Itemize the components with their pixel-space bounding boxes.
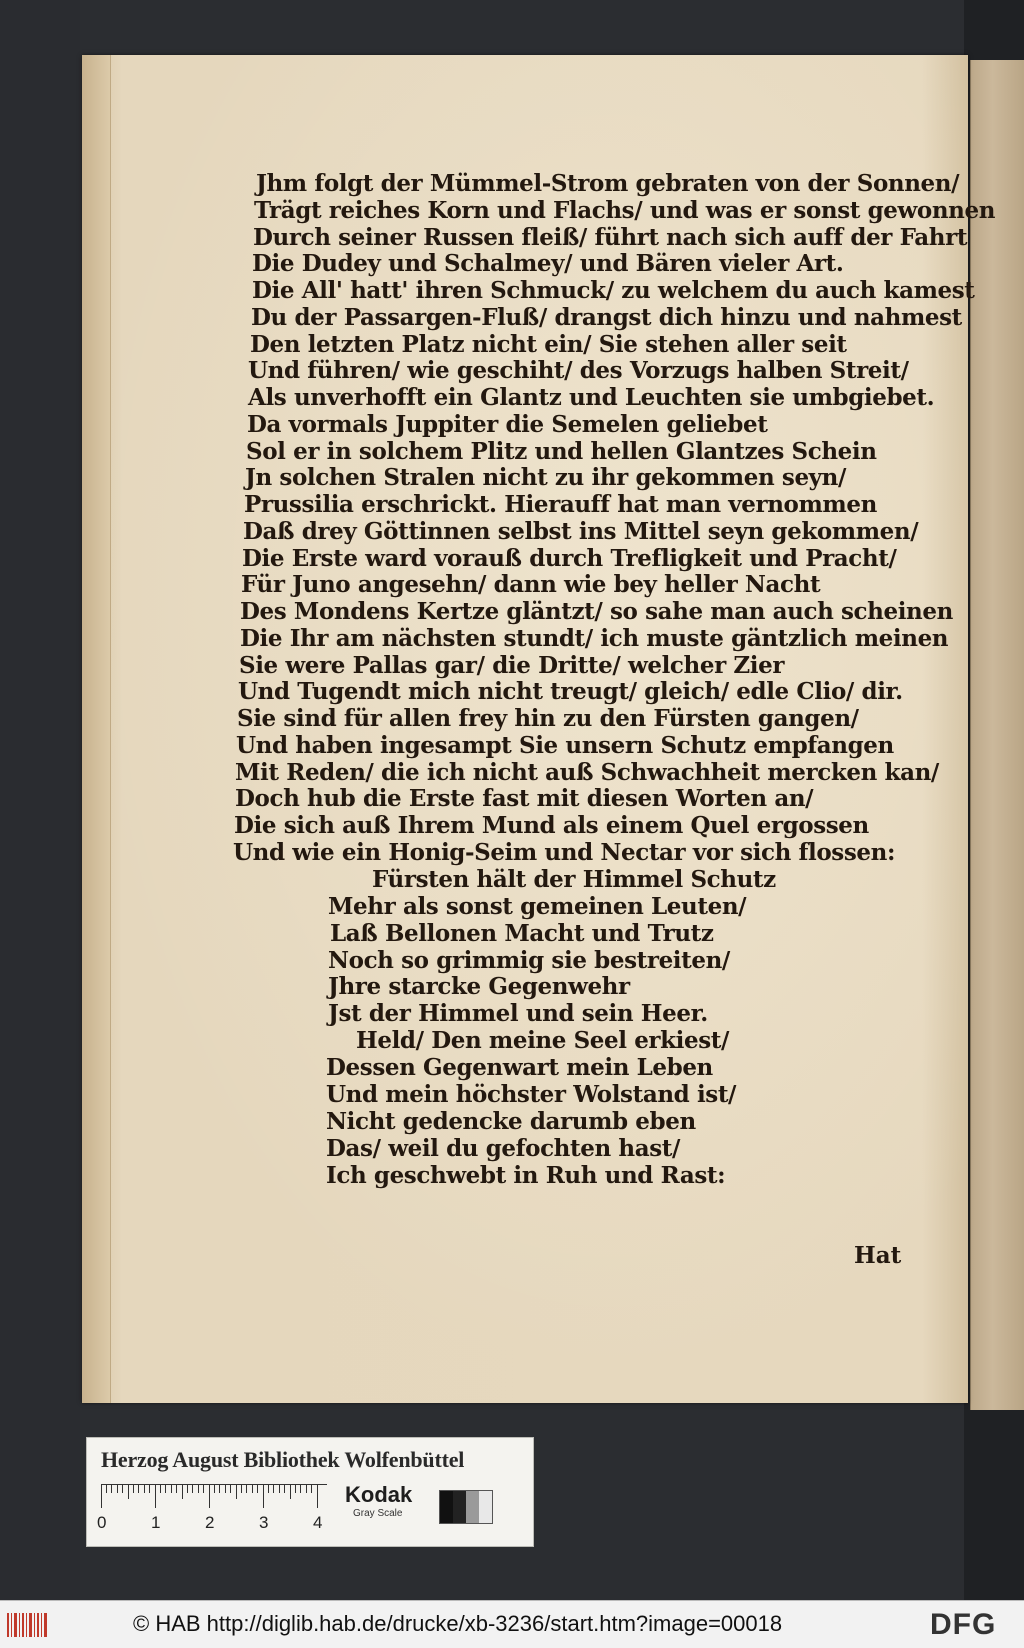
background-left xyxy=(0,0,80,1600)
poem-line: Fürsten hält der Himmel Schutz xyxy=(372,866,776,893)
ruler-number: 2 xyxy=(205,1513,215,1532)
poem-line: Laß Bellonen Macht und Trutz xyxy=(330,920,714,947)
text-line: Die All' hatt' ihren Schmuck/ zu welchem du auch kamest xyxy=(252,277,975,304)
barcode-icon xyxy=(6,1611,48,1639)
text-line: Sie were Pallas gar/ die Dritte/ welcher Zier xyxy=(239,652,785,679)
text-line: Den letzten Platz nicht ein/ Sie stehen aller seit xyxy=(250,331,847,358)
text-line: Für Juno angesehn/ dann wie bey heller Nacht xyxy=(241,571,821,598)
poem-line: Das/ weil du gefochten hast/ xyxy=(326,1135,680,1162)
poem-line: Noch so grimmig sie bestreiten/ xyxy=(328,947,730,974)
text-line: Und Tugendt mich nicht treugt/ gleich/ edle Clio/ dir. xyxy=(238,678,903,705)
poem-line: Nicht gedencke darumb eben xyxy=(326,1108,696,1135)
gray-scale-label: Gray Scale xyxy=(353,1508,403,1519)
text-line: Durch seiner Russen fleiß/ führt nach sich auff der Fahrt xyxy=(253,224,968,251)
poem-line: Jhre starcke Gegenwehr xyxy=(328,973,630,1000)
text-line: Die Dudey und Schalmey/ und Bären vieler Art. xyxy=(252,250,844,277)
text-line: Jn solchen Stralen nicht zu ihr gekommen seyn/ xyxy=(245,464,846,491)
text-line: Und wie ein Honig-Seim und Nectar vor sich flossen: xyxy=(233,839,896,866)
next-page-edge xyxy=(970,60,1024,1410)
catchword: Hat xyxy=(854,1242,902,1269)
ruler-number: 1 xyxy=(151,1513,161,1532)
text-line: Die Ihr am nächsten stundt/ ich muste gäntzlich meinen xyxy=(240,625,949,652)
text-line: Mit Reden/ die ich nicht auß Schwachheit mercken kan/ xyxy=(235,759,939,786)
poem-line: Jst der Himmel und sein Heer. xyxy=(328,1000,708,1027)
text-line: Du der Passargen-Fluß/ drangst dich hinzu und nahmest xyxy=(251,304,962,331)
text-line: Und haben ingesampt Sie unsern Schutz empfangen xyxy=(236,732,894,759)
library-name: Herzog August Bibliothek Wolfenbüttel xyxy=(101,1447,465,1472)
ruler-number: 3 xyxy=(259,1513,269,1532)
book-page xyxy=(82,55,996,1403)
ruler-number: 0 xyxy=(97,1513,107,1532)
ruler xyxy=(101,1484,333,1518)
color-calibration-card xyxy=(86,1437,534,1547)
text-line: Des Mondens Kertze gläntzt/ so sahe man auch scheinen xyxy=(240,598,953,625)
copyright-link[interactable]: © HAB http://diglib.hab.de/drucke/xb-3236/start.htm?image=00018 xyxy=(133,1611,783,1636)
text-line: Die Erste ward vorauß durch Trefligkeit und Pracht/ xyxy=(242,545,897,572)
text-line: Prussilia erschrickt. Hierauff hat man vernommen xyxy=(244,491,877,518)
gray-swatches xyxy=(439,1490,493,1524)
text-line: Sol er in solchem Plitz und hellen Glantzes Schein xyxy=(246,438,877,465)
text-line: Daß drey Göttinnen selbst ins Mittel seyn gekommen/ xyxy=(243,518,919,545)
poem-line: Ich geschwebt in Ruh und Rast: xyxy=(326,1162,726,1189)
poem-line: Dessen Gegenwart mein Leben xyxy=(326,1054,713,1081)
footer-bar xyxy=(0,1600,1024,1648)
text-line: Doch hub die Erste fast mit diesen Worten an/ xyxy=(235,785,814,812)
text-block xyxy=(82,55,996,1403)
poem-line: Und mein höchster Wolstand ist/ xyxy=(326,1081,737,1108)
text-line: Sie sind für allen frey hin zu den Fürsten gangen/ xyxy=(237,705,859,732)
kodak-logo: Kodak xyxy=(345,1482,413,1507)
text-line: Und führen/ wie geschiht/ des Vorzugs halben Streit/ xyxy=(248,357,909,384)
poem-line: Mehr als sonst gemeinen Leuten/ xyxy=(328,893,747,920)
text-line: Als unverhofft ein Glantz und Leuchten sie umbgiebet. xyxy=(248,384,935,411)
dfg-logo: DFG xyxy=(930,1608,997,1641)
text-line: Die sich auß Ihrem Mund als einem Quel ergossen xyxy=(234,812,869,839)
text-line: Trägt reiches Korn und Flachs/ und was er sonst gewonnen xyxy=(254,197,996,224)
ruler-number: 4 xyxy=(313,1513,323,1532)
page-inner-edge xyxy=(82,55,111,1403)
text-line: Jhm folgt der Mümmel-Strom gebraten von der Sonnen/ xyxy=(256,170,960,197)
poem-line: Held/ Den meine Seel erkiest/ xyxy=(356,1027,730,1054)
text-line: Da vormals Juppiter die Semelen geliebet xyxy=(247,411,768,438)
